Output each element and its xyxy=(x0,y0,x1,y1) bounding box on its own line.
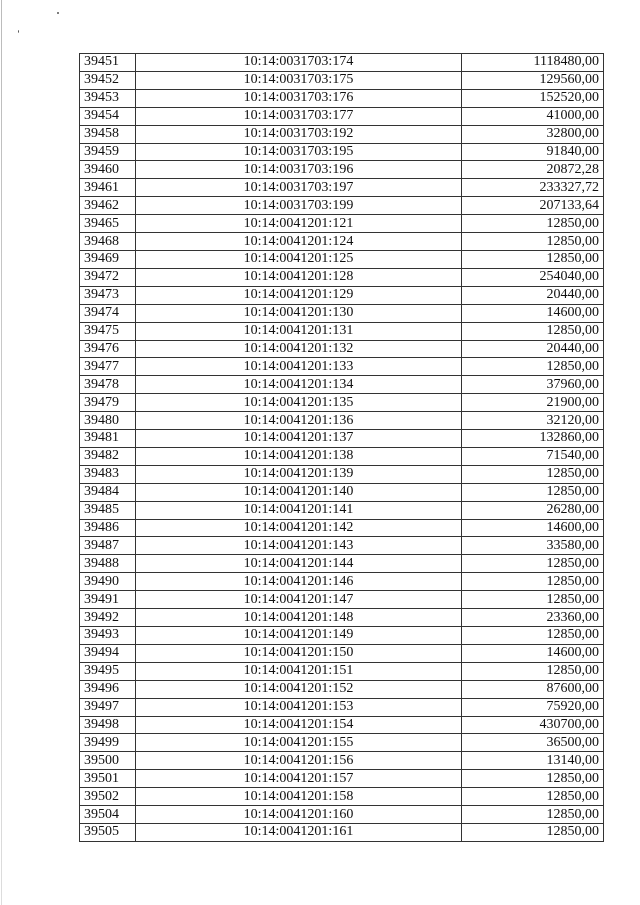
table-row xyxy=(80,394,604,412)
cadastral-number-cell: 10:14:0041201:150 xyxy=(136,644,462,662)
table-row xyxy=(80,627,604,645)
cadastral-value-cell: 33580,00 xyxy=(462,537,604,555)
cadastral-number-cell: 10:14:0041201:139 xyxy=(136,465,462,483)
cadastral-value-cell: 12850,00 xyxy=(462,806,604,824)
cadastral-number-cell: 10:14:0041201:128 xyxy=(136,268,462,286)
cadastral-value-cell: 12850,00 xyxy=(462,250,604,268)
table-row xyxy=(80,250,604,268)
cadastral-number-cell: 10:14:0031703:176 xyxy=(136,89,462,107)
row-number-cell: 39477 xyxy=(80,358,136,376)
cadastral-value-cell: 87600,00 xyxy=(462,680,604,698)
cadastral-value-cell: 12850,00 xyxy=(462,627,604,645)
row-number-cell: 39462 xyxy=(80,197,136,215)
row-number-cell: 39479 xyxy=(80,394,136,412)
cadastral-value-cell: 254040,00 xyxy=(462,268,604,286)
table-row xyxy=(80,698,604,716)
cadastral-number-cell: 10:14:0031703:175 xyxy=(136,71,462,89)
cadastral-number-cell: 10:14:0041201:141 xyxy=(136,501,462,519)
row-number-cell: 39474 xyxy=(80,304,136,322)
row-number-cell: 39465 xyxy=(80,215,136,233)
cadastral-value-cell: 12850,00 xyxy=(462,591,604,609)
cadastral-number-cell: 10:14:0041201:136 xyxy=(136,412,462,430)
cadastral-number-cell: 10:14:0041201:124 xyxy=(136,233,462,251)
cadastral-value-cell: 13140,00 xyxy=(462,752,604,770)
row-number-cell: 39488 xyxy=(80,555,136,573)
row-number-cell: 39502 xyxy=(80,788,136,806)
cadastral-value-cell: 14600,00 xyxy=(462,304,604,322)
cadastral-number-cell: 10:14:0031703:177 xyxy=(136,107,462,125)
row-number-cell: 39492 xyxy=(80,609,136,627)
cadastral-number-cell: 10:14:0031703:197 xyxy=(136,179,462,197)
row-number-cell: 39460 xyxy=(80,161,136,179)
row-number-cell: 39452 xyxy=(80,71,136,89)
cadastral-value-cell: 12850,00 xyxy=(462,770,604,788)
cadastral-number-cell: 10:14:0041201:129 xyxy=(136,286,462,304)
cadastral-number-cell: 10:14:0041201:121 xyxy=(136,215,462,233)
cadastral-value-cell: 91840,00 xyxy=(462,143,604,161)
row-number-cell: 39468 xyxy=(80,233,136,251)
table-row xyxy=(80,662,604,680)
cadastral-number-cell: 10:14:0041201:140 xyxy=(136,483,462,501)
cadastral-value-cell: 12850,00 xyxy=(462,555,604,573)
table-row xyxy=(80,412,604,430)
table-row xyxy=(80,591,604,609)
table-row xyxy=(80,806,604,824)
row-number-cell: 39505 xyxy=(80,823,136,841)
table-row xyxy=(80,89,604,107)
cadastral-value-cell: 26280,00 xyxy=(462,501,604,519)
table-row xyxy=(80,447,604,465)
cadastral-value-cell: 21900,00 xyxy=(462,394,604,412)
cadastral-number-cell: 10:14:0041201:151 xyxy=(136,662,462,680)
scan-edge xyxy=(1,0,2,905)
table-row xyxy=(80,340,604,358)
table-row xyxy=(80,519,604,537)
table-row xyxy=(80,233,604,251)
cadastral-number-cell: 10:14:0031703:174 xyxy=(136,54,462,72)
cadastral-number-cell: 10:14:0041201:133 xyxy=(136,358,462,376)
cadastral-number-cell: 10:14:0041201:125 xyxy=(136,250,462,268)
row-number-cell: 39480 xyxy=(80,412,136,430)
table-row xyxy=(80,770,604,788)
cadastral-number-cell: 10:14:0041201:161 xyxy=(136,823,462,841)
row-number-cell: 39458 xyxy=(80,125,136,143)
table-row xyxy=(80,322,604,340)
table-row xyxy=(80,358,604,376)
cadastral-value-cell: 12850,00 xyxy=(462,465,604,483)
cadastral-value-cell: 14600,00 xyxy=(462,519,604,537)
row-number-cell: 39490 xyxy=(80,573,136,591)
cadastral-value-cell: 430700,00 xyxy=(462,716,604,734)
row-number-cell: 39451 xyxy=(80,54,136,72)
row-number-cell: 39461 xyxy=(80,179,136,197)
table-row xyxy=(80,376,604,394)
table-row xyxy=(80,734,604,752)
table-row xyxy=(80,644,604,662)
table-row xyxy=(80,716,604,734)
row-number-cell: 39472 xyxy=(80,268,136,286)
cadastral-value-cell: 71540,00 xyxy=(462,447,604,465)
cadastral-value-cell: 20440,00 xyxy=(462,286,604,304)
table-body xyxy=(80,54,604,842)
cadastral-value-cell: 37960,00 xyxy=(462,376,604,394)
cadastral-number-cell: 10:14:0041201:138 xyxy=(136,447,462,465)
row-number-cell: 39459 xyxy=(80,143,136,161)
row-number-cell: 39504 xyxy=(80,806,136,824)
row-number-cell: 39473 xyxy=(80,286,136,304)
cadastral-value-cell: 12850,00 xyxy=(462,662,604,680)
cadastral-value-cell: 23360,00 xyxy=(462,609,604,627)
table-row xyxy=(80,268,604,286)
table-row xyxy=(80,680,604,698)
table-row xyxy=(80,161,604,179)
row-number-cell: 39496 xyxy=(80,680,136,698)
cadastral-number-cell: 10:14:0041201:149 xyxy=(136,627,462,645)
cadastral-number-cell: 10:14:0041201:135 xyxy=(136,394,462,412)
cadastral-number-cell: 10:14:0041201:158 xyxy=(136,788,462,806)
table-row xyxy=(80,125,604,143)
cadastral-number-cell: 10:14:0031703:195 xyxy=(136,143,462,161)
table-row xyxy=(80,71,604,89)
cadastral-number-cell: 10:14:0041201:147 xyxy=(136,591,462,609)
row-number-cell: 39485 xyxy=(80,501,136,519)
cadastral-number-cell: 10:14:0041201:157 xyxy=(136,770,462,788)
cadastral-number-cell: 10:14:0041201:148 xyxy=(136,609,462,627)
scan-speck xyxy=(57,12,59,14)
cadastral-value-cell: 32800,00 xyxy=(462,125,604,143)
cadastral-value-cell: 1118480,00 xyxy=(462,54,604,72)
cadastral-value-cell: 36500,00 xyxy=(462,734,604,752)
cadastral-number-cell: 10:14:0041201:155 xyxy=(136,734,462,752)
cadastral-number-cell: 10:14:0041201:131 xyxy=(136,322,462,340)
cadastral-value-cell: 12850,00 xyxy=(462,483,604,501)
cadastral-value-cell: 12850,00 xyxy=(462,233,604,251)
scan-speck xyxy=(18,30,19,33)
row-number-cell: 39498 xyxy=(80,716,136,734)
cadastral-value-cell: 75920,00 xyxy=(462,698,604,716)
cadastral-value-table xyxy=(79,53,604,842)
row-number-cell: 39483 xyxy=(80,465,136,483)
cadastral-number-cell: 10:14:0031703:199 xyxy=(136,197,462,215)
cadastral-number-cell: 10:14:0041201:130 xyxy=(136,304,462,322)
cadastral-value-cell: 20872,28 xyxy=(462,161,604,179)
table-row xyxy=(80,752,604,770)
table-row xyxy=(80,107,604,125)
cadastral-number-cell: 10:14:0041201:160 xyxy=(136,806,462,824)
row-number-cell: 39493 xyxy=(80,627,136,645)
cadastral-number-cell: 10:14:0041201:152 xyxy=(136,680,462,698)
row-number-cell: 39475 xyxy=(80,322,136,340)
row-number-cell: 39491 xyxy=(80,591,136,609)
row-number-cell: 39453 xyxy=(80,89,136,107)
cadastral-number-cell: 10:14:0041201:137 xyxy=(136,430,462,448)
row-number-cell: 39476 xyxy=(80,340,136,358)
row-number-cell: 39478 xyxy=(80,376,136,394)
row-number-cell: 39486 xyxy=(80,519,136,537)
row-number-cell: 39481 xyxy=(80,430,136,448)
cadastral-value-cell: 14600,00 xyxy=(462,644,604,662)
cadastral-value-cell: 12850,00 xyxy=(462,788,604,806)
table-row xyxy=(80,573,604,591)
cadastral-number-cell: 10:14:0041201:142 xyxy=(136,519,462,537)
row-number-cell: 39454 xyxy=(80,107,136,125)
table-row xyxy=(80,788,604,806)
cadastral-value-cell: 12850,00 xyxy=(462,215,604,233)
table-row xyxy=(80,143,604,161)
row-number-cell: 39482 xyxy=(80,447,136,465)
table-row xyxy=(80,430,604,448)
cadastral-number-cell: 10:14:0031703:192 xyxy=(136,125,462,143)
cadastral-number-cell: 10:14:0031703:196 xyxy=(136,161,462,179)
row-number-cell: 39501 xyxy=(80,770,136,788)
cadastral-value-cell: 12850,00 xyxy=(462,322,604,340)
row-number-cell: 39495 xyxy=(80,662,136,680)
table-row xyxy=(80,609,604,627)
cadastral-value-cell: 12850,00 xyxy=(462,823,604,841)
cadastral-value-cell: 20440,00 xyxy=(462,340,604,358)
table-row xyxy=(80,197,604,215)
row-number-cell: 39494 xyxy=(80,644,136,662)
cadastral-number-cell: 10:14:0041201:134 xyxy=(136,376,462,394)
cadastral-value-cell: 12850,00 xyxy=(462,358,604,376)
cadastral-number-cell: 10:14:0041201:154 xyxy=(136,716,462,734)
cadastral-value-cell: 132860,00 xyxy=(462,430,604,448)
cadastral-value-cell: 12850,00 xyxy=(462,573,604,591)
table-row xyxy=(80,54,604,72)
table-row xyxy=(80,215,604,233)
cadastral-number-cell: 10:14:0041201:144 xyxy=(136,555,462,573)
cadastral-number-cell: 10:14:0041201:156 xyxy=(136,752,462,770)
row-number-cell: 39469 xyxy=(80,250,136,268)
table-row xyxy=(80,179,604,197)
row-number-cell: 39499 xyxy=(80,734,136,752)
table-row xyxy=(80,483,604,501)
row-number-cell: 39484 xyxy=(80,483,136,501)
cadastral-value-cell: 233327,72 xyxy=(462,179,604,197)
table-row xyxy=(80,537,604,555)
table-row xyxy=(80,555,604,573)
table-row xyxy=(80,304,604,322)
row-number-cell: 39497 xyxy=(80,698,136,716)
cadastral-value-cell: 41000,00 xyxy=(462,107,604,125)
cadastral-number-cell: 10:14:0041201:153 xyxy=(136,698,462,716)
cadastral-number-cell: 10:14:0041201:146 xyxy=(136,573,462,591)
cadastral-value-cell: 207133,64 xyxy=(462,197,604,215)
row-number-cell: 39487 xyxy=(80,537,136,555)
row-number-cell: 39500 xyxy=(80,752,136,770)
cadastral-value-cell: 129560,00 xyxy=(462,71,604,89)
table-row xyxy=(80,501,604,519)
table-row xyxy=(80,286,604,304)
cadastral-value-cell: 32120,00 xyxy=(462,412,604,430)
cadastral-number-cell: 10:14:0041201:143 xyxy=(136,537,462,555)
table-row xyxy=(80,823,604,841)
cadastral-value-cell: 152520,00 xyxy=(462,89,604,107)
cadastral-number-cell: 10:14:0041201:132 xyxy=(136,340,462,358)
table-row xyxy=(80,465,604,483)
